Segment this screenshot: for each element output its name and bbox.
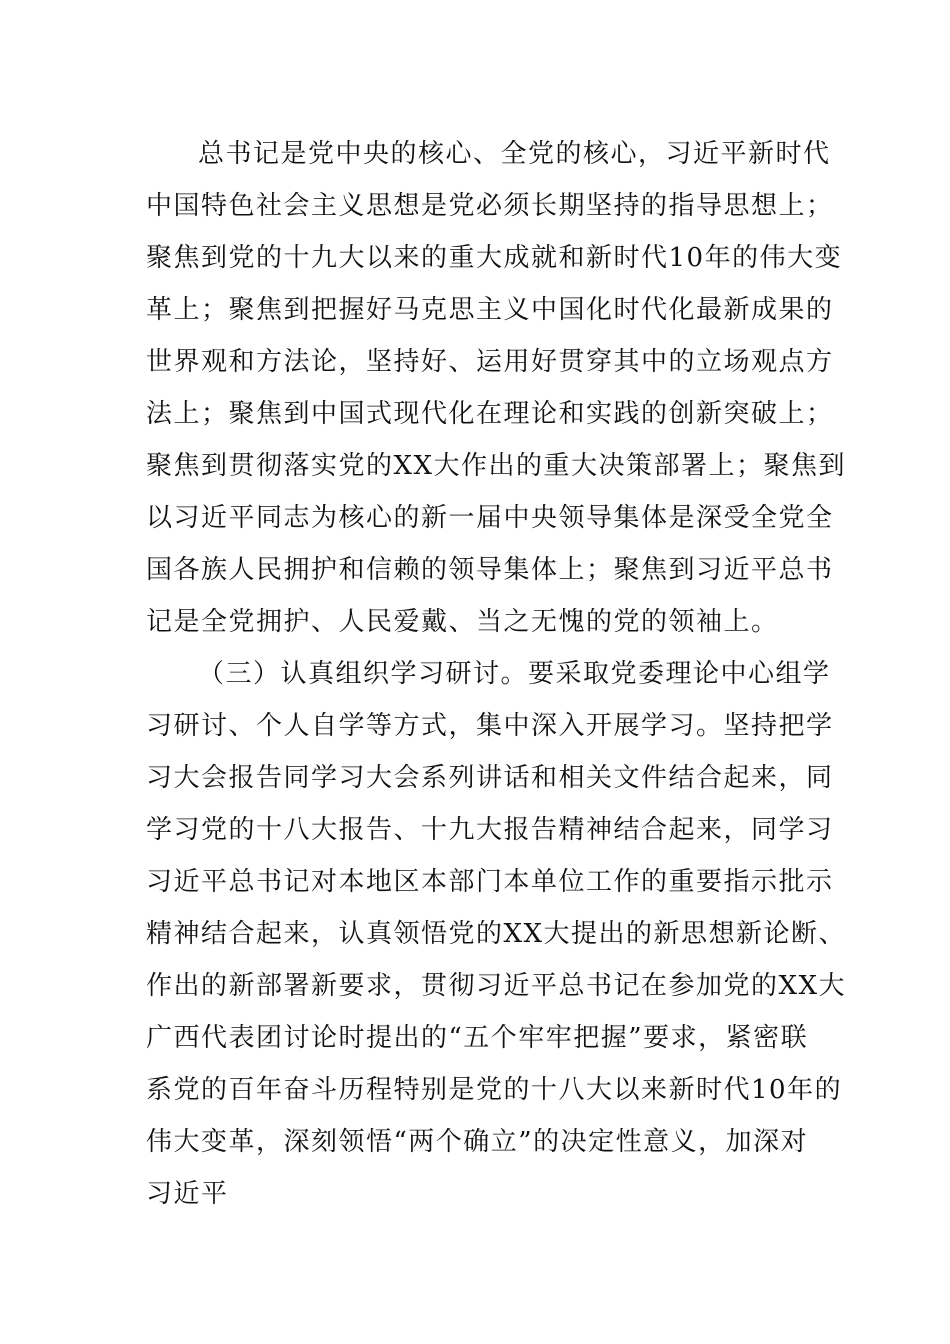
text-line: 世界观和方法论，坚持好、运用好贯穿其中的立场观点方 <box>146 347 834 377</box>
document-body <box>146 128 847 1220</box>
paragraph-2 <box>146 648 847 1220</box>
text-line: 学习党的十八大报告、十九大报告精神结合起来，同学习 <box>146 815 834 845</box>
section-heading-line: （三）认真组织学习研讨。要采取党委理论中心组学 <box>198 659 831 689</box>
text-line: 伟大变革，深刻领悟“两个确立”的决定性意义，加深对 <box>146 1127 809 1157</box>
text-line: 习大会报告同学习大会系列讲话和相关文件结合起来，同 <box>146 763 834 793</box>
text-line: 总书记是党中央的核心、全党的核心，习近平新时代 <box>198 139 831 169</box>
text-line: 精神结合起来，认真领悟党的XX大提出的新思想新论断、 <box>146 919 847 949</box>
text-line: 系党的百年奋斗历程特别是党的十八大以来新时代10年的 <box>146 1075 843 1105</box>
text-line: 法上；聚焦到中国式现代化在理论和实践的创新突破上； <box>146 399 834 429</box>
text-line: 国各族人民拥护和信赖的领导集体上；聚焦到习近平总书 <box>146 555 834 585</box>
text-line: 习研讨、个人自学等方式，集中深入开展学习。坚持把学 <box>146 711 834 741</box>
text-line: 广西代表团讨论时提出的“五个牢牢把握”要求，紧密联 <box>146 1023 809 1053</box>
text-line: 中国特色社会主义思想是党必须长期坚持的指导思想上； <box>146 191 834 221</box>
paragraph-1 <box>146 128 847 648</box>
text-line: 记是全党拥护、人民爱戴、当之无愧的党的领袖上。 <box>146 607 779 637</box>
text-line: 聚焦到贯彻落实党的XX大作出的重大决策部署上；聚焦到 <box>146 451 847 481</box>
text-line: 以习近平同志为核心的新一届中央领导集体是深受全党全 <box>146 503 834 533</box>
text-line: 习近平 <box>146 1179 229 1209</box>
text-line: 聚焦到党的十九大以来的重大成就和新时代10年的伟大变 <box>146 243 843 273</box>
text-line: 革上；聚焦到把握好马克思主义中国化时代化最新成果的 <box>146 295 834 325</box>
text-line: 习近平总书记对本地区本部门本单位工作的重要指示批示 <box>146 867 834 897</box>
text-line: 作出的新部署新要求，贯彻习近平总书记在参加党的XX大 <box>146 971 847 1001</box>
